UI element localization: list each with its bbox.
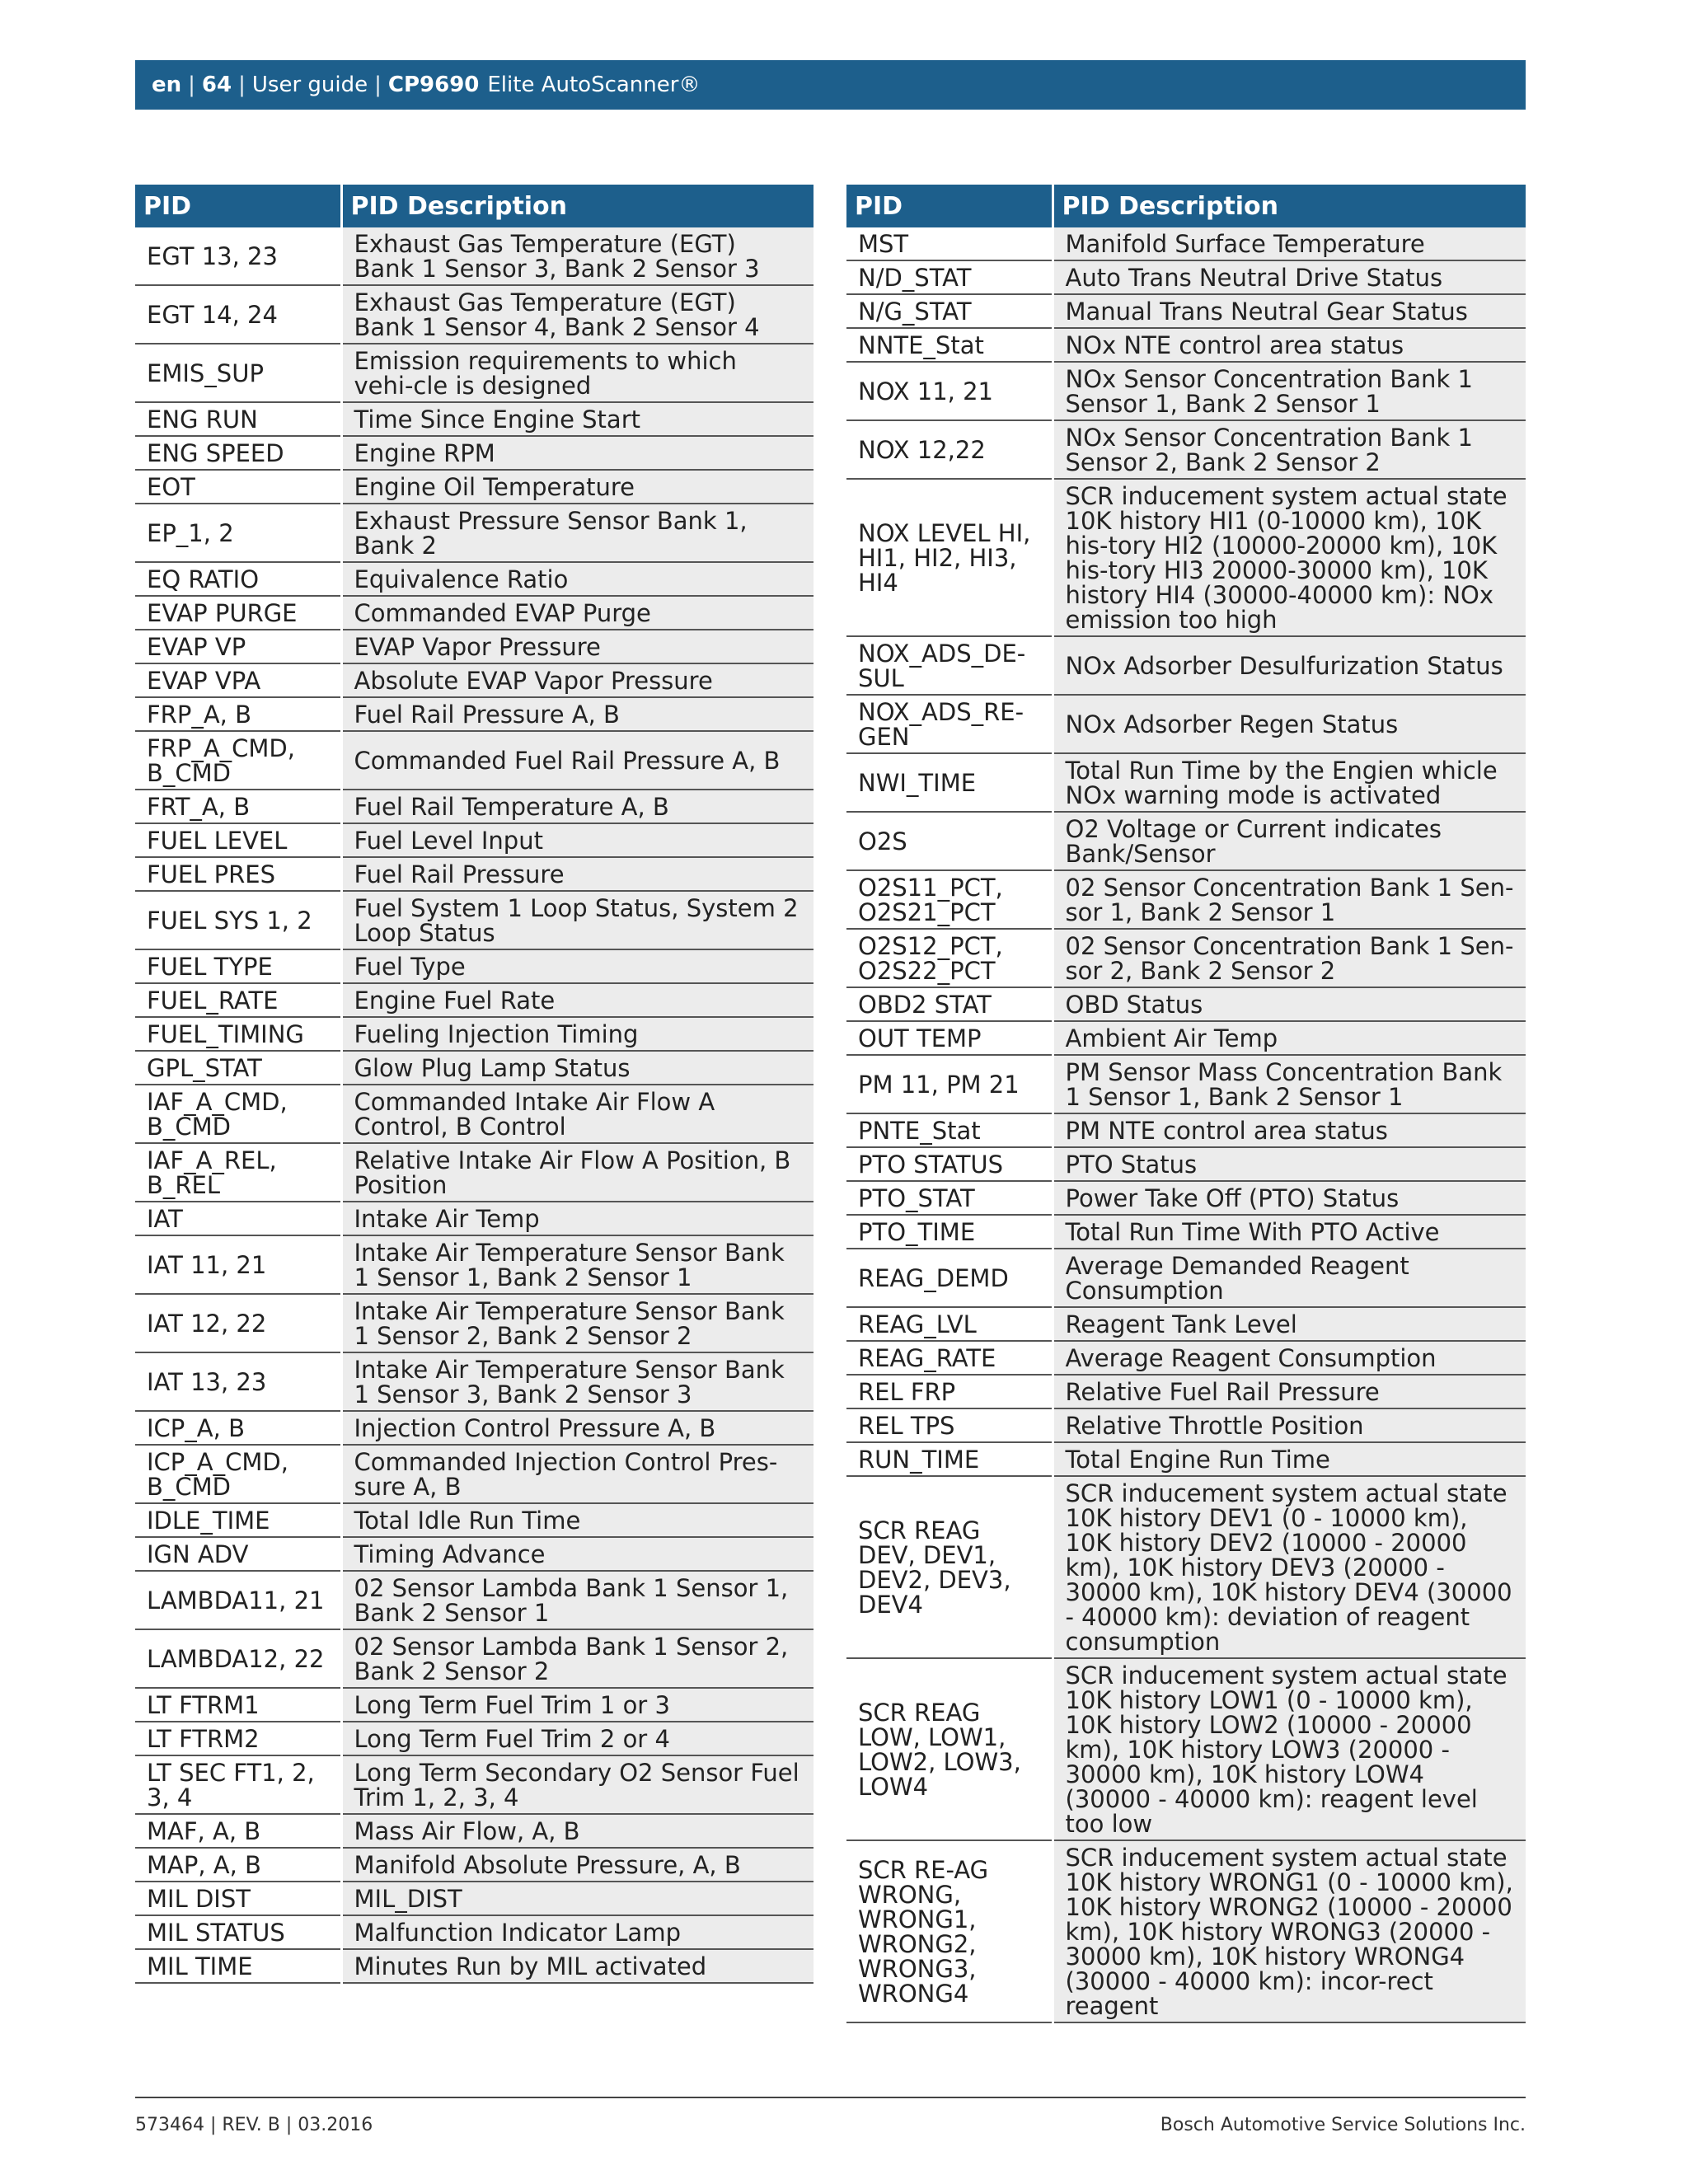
pid-cell: ENG SPEED [135,436,341,470]
pid-cell: OUT TEMP [846,1021,1053,1055]
pid-cell: FUEL TYPE [135,949,341,983]
table-header-row [846,185,1526,227]
pid-cell: ICP_A_CMD, B_CMD [135,1445,341,1503]
pid-cell: REAG_RATE [846,1341,1053,1375]
pid-cell: LAMBDA12, 22 [135,1629,341,1688]
pid-cell: EGT 13, 23 [135,227,341,285]
table-row [135,697,814,731]
pid-description-cell: Fueling Injection Timing [341,1017,814,1051]
pid-description-cell: Exhaust Gas Temperature (EGT) Bank 1 Sensor 3, Bank 2 Sensor 3 [341,227,814,285]
column-header-description: PID Description [1053,185,1526,227]
pid-description-cell: Commanded Injection Control Pres-sure A, B [341,1445,814,1503]
table-row [135,790,814,823]
pid-cell: IGN ADV [135,1537,341,1571]
pid-cell: FUEL_RATE [135,983,341,1017]
pid-description-cell: Manifold Absolute Pressure, A, B [341,1848,814,1882]
column-header-pid: PID [135,185,341,227]
table-row [135,1411,814,1445]
pid-description-cell: Power Take Off (PTO) Status [1053,1181,1526,1215]
pid-cell: O2S [846,812,1053,870]
table-row [846,870,1526,929]
table-row [135,857,814,891]
pid-description-cell: 02 Sensor Concentration Bank 1 Sen-sor 1, Bank 2 Sensor 1 [1053,870,1526,929]
table-row [135,731,814,790]
pid-cell: FRP_A, B [135,697,341,731]
table-row [135,504,814,562]
pid-description-cell: Total Idle Run Time [341,1503,814,1537]
right-table-body [846,227,1526,2022]
pid-cell: SCR REAG LOW, LOW1, LOW2, LOW3, LOW4 [846,1658,1053,1840]
left-pid-table-column [135,185,814,1984]
pid-cell: EVAP VPA [135,663,341,697]
table-row [846,227,1526,260]
pid-description-cell: Reagent Tank Level [1053,1307,1526,1341]
table-row [135,1722,814,1755]
pid-cell: EOT [135,470,341,504]
pid-cell: NOX_ADS_DE-SUL [846,636,1053,695]
pid-description-cell: Injection Control Pressure A, B [341,1411,814,1445]
pid-cell: EQ RATIO [135,562,341,596]
left-pid-table [135,185,814,1984]
pid-cell: LAMBDA11, 21 [135,1571,341,1629]
table-row [135,1915,814,1949]
pid-description-cell: Intake Air Temperature Sensor Bank 1 Sensor 2, Bank 2 Sensor 2 [341,1294,814,1352]
table-row [135,402,814,436]
pid-cell: LT FTRM2 [135,1722,341,1755]
table-row [135,596,814,630]
pid-description-cell: Ambient Air Temp [1053,1021,1526,1055]
pid-description-cell: O2 Voltage or Current indicates Bank/Sensor [1053,812,1526,870]
table-row [846,1181,1526,1215]
table-row [846,294,1526,328]
pid-description-cell: NOx Sensor Concentration Bank 1 Sensor 2, Bank 2 Sensor 2 [1053,420,1526,479]
pid-description-cell: NOx Adsorber Regen Status [1053,695,1526,753]
pid-description-cell: Relative Throttle Position [1053,1408,1526,1442]
pid-description-cell: Manual Trans Neutral Gear Status [1053,294,1526,328]
table-row [846,328,1526,362]
table-row [135,1294,814,1352]
table-row [846,1341,1526,1375]
pid-description-cell: Engine Fuel Rate [341,983,814,1017]
pid-cell: IDLE_TIME [135,1503,341,1537]
pid-description-cell: NOx Sensor Concentration Bank 1 Sensor 1, Bank 2 Sensor 1 [1053,362,1526,420]
pid-description-cell: Average Reagent Consumption [1053,1341,1526,1375]
table-row [846,1249,1526,1307]
pid-cell: GPL_STAT [135,1051,341,1085]
pid-description-cell: Total Run Time With PTO Active [1053,1215,1526,1249]
table-header-row [135,185,814,227]
pid-description-cell: Commanded Intake Air Flow A Control, B Control [341,1085,814,1143]
pid-description-cell: Average Demanded Reagent Consumption [1053,1249,1526,1307]
pid-description-cell: SCR inducement system actual state 10K history WRONG1 (0 - 10000 km), 10K history WRONG2 (10000 - 20000 km), 10K history WRONG3 (20000 - 30000 km), 10K history WRONG4 (30000 - 40000 km): incor-rect reagent [1053,1840,1526,2022]
table-row [846,1408,1526,1442]
pid-cell: REAG_DEMD [846,1249,1053,1307]
pid-cell: EVAP PURGE [135,596,341,630]
left-table-body [135,227,814,1983]
pid-description-cell: Mass Air Flow, A, B [341,1814,814,1848]
header-lang: en [152,73,182,97]
table-row [135,1629,814,1688]
pid-description-cell: Long Term Secondary O2 Sensor Fuel Trim 1, 2, 3, 4 [341,1755,814,1814]
table-row [135,1445,814,1503]
pid-description-cell: Minutes Run by MIL activated [341,1949,814,1983]
pid-cell: NOX_ADS_RE-GEN [846,695,1053,753]
table-row [846,1658,1526,1840]
right-pid-table-column [846,185,1526,2023]
pid-description-cell: Manifold Surface Temperature [1053,227,1526,260]
pid-description-cell: PM Sensor Mass Concentration Bank 1 Sensor 1, Bank 2 Sensor 1 [1053,1055,1526,1113]
pid-description-cell: Absolute EVAP Vapor Pressure [341,663,814,697]
pid-description-cell: Intake Air Temperature Sensor Bank 1 Sensor 1, Bank 2 Sensor 1 [341,1235,814,1294]
pid-description-cell: PTO Status [1053,1147,1526,1181]
pid-description-cell: Exhaust Gas Temperature (EGT) Bank 1 Sensor 4, Bank 2 Sensor 4 [341,285,814,344]
table-row [846,479,1526,636]
table-row [135,1537,814,1571]
table-row [846,1307,1526,1341]
pid-description-cell: Fuel Rail Pressure A, B [341,697,814,731]
table-row [846,1476,1526,1658]
pid-cell: IAT [135,1202,341,1235]
pid-cell: PTO STATUS [846,1147,1053,1181]
pid-cell: IAF_A_CMD, B_CMD [135,1085,341,1143]
table-row [135,1051,814,1085]
pid-cell: IAT 11, 21 [135,1235,341,1294]
pid-description-cell: Malfunction Indicator Lamp [341,1915,814,1949]
table-row [135,227,814,285]
pid-description-cell: Fuel Type [341,949,814,983]
pid-description-cell: EVAP Vapor Pressure [341,630,814,663]
table-row [846,929,1526,987]
pid-cell: NWI_TIME [846,753,1053,812]
pid-cell: MIL DIST [135,1882,341,1915]
column-header-description: PID Description [341,185,814,227]
table-row [846,1375,1526,1408]
table-row [846,1147,1526,1181]
pid-cell: SCR RE-AG WRONG, WRONG1, WRONG2, WRONG3, WRONG4 [846,1840,1053,2022]
table-row [135,630,814,663]
table-row [135,470,814,504]
pid-cell: MIL STATUS [135,1915,341,1949]
pid-cell: N/G_STAT [846,294,1053,328]
table-row [135,344,814,402]
pid-cell: REAG_LVL [846,1307,1053,1341]
table-row [846,1113,1526,1147]
pid-description-cell: SCR inducement system actual state 10K history DEV1 (0 - 10000 km), 10K history DEV2 (10000 - 20000 km), 10K history DEV3 (20000 - 30000 km), 10K history DEV4 (30000 - 40000 km): deviation of reagent consumption [1053,1476,1526,1658]
pid-cell: EVAP VP [135,630,341,663]
table-row [135,1202,814,1235]
pid-description-cell: Commanded Fuel Rail Pressure A, B [341,731,814,790]
pid-description-cell: Fuel Level Input [341,823,814,857]
pid-description-cell: 02 Sensor Lambda Bank 1 Sensor 2, Bank 2 Sensor 2 [341,1629,814,1688]
table-row [135,1503,814,1537]
header-separator: | [238,73,246,97]
table-row [846,812,1526,870]
pid-cell: EMIS_SUP [135,344,341,402]
table-row [846,695,1526,753]
pid-description-cell: NOx Adsorber Desulfurization Status [1053,636,1526,695]
pid-cell: ENG RUN [135,402,341,436]
pid-cell: IAT 12, 22 [135,1294,341,1352]
pid-description-cell: Equivalence Ratio [341,562,814,596]
pid-cell: FUEL PRES [135,857,341,891]
pid-cell: MST [846,227,1053,260]
pid-description-cell: Auto Trans Neutral Drive Status [1053,260,1526,294]
pid-description-cell: Intake Air Temperature Sensor Bank 1 Sensor 3, Bank 2 Sensor 3 [341,1352,814,1411]
pid-cell: LT SEC FT1, 2, 3, 4 [135,1755,341,1814]
header-separator: | [188,73,195,97]
footer-company: Bosch Automotive Service Solutions Inc. [1160,2115,1526,2135]
pid-cell: FUEL SYS 1, 2 [135,891,341,949]
pid-description-cell: 02 Sensor Lambda Bank 1 Sensor 1, Bank 2 Sensor 1 [341,1571,814,1629]
pid-description-cell: Intake Air Temp [341,1202,814,1235]
table-row [846,1215,1526,1249]
pid-cell: RUN_TIME [846,1442,1053,1476]
pid-cell: PNTE_Stat [846,1113,1053,1147]
pid-description-cell: Engine RPM [341,436,814,470]
pid-description-cell: Relative Fuel Rail Pressure [1053,1375,1526,1408]
header-page-number: 64 [201,73,232,97]
table-row [846,987,1526,1021]
pid-cell: IAT 13, 23 [135,1352,341,1411]
pid-cell: NNTE_Stat [846,328,1053,362]
pid-cell: O2S12_PCT, O2S22_PCT [846,929,1053,987]
pid-cell: SCR REAG DEV, DEV1, DEV2, DEV3, DEV4 [846,1476,1053,1658]
pid-cell: MIL TIME [135,1949,341,1983]
pid-cell: PM 11, PM 21 [846,1055,1053,1113]
pid-cell: FUEL LEVEL [135,823,341,857]
table-row [135,1085,814,1143]
pid-cell: FRP_A_CMD, B_CMD [135,731,341,790]
table-row [135,1017,814,1051]
table-row [135,1949,814,1983]
table-row [135,983,814,1017]
footer-doc-revision: 573464 | REV. B | 03.2016 [135,2115,373,2135]
column-header-pid: PID [846,185,1053,227]
pid-description-cell: Time Since Engine Start [341,402,814,436]
table-row [846,260,1526,294]
pid-description-cell: Total Engine Run Time [1053,1442,1526,1476]
table-row [846,1021,1526,1055]
table-row [135,891,814,949]
table-row [135,1848,814,1882]
pid-description-cell: OBD Status [1053,987,1526,1021]
pid-description-cell: SCR inducement system actual state 10K history HI1 (0-10000 km), 10K his-tory HI2 (10000-20000 km), 10K his-tory HI3 20000-30000 km), 10K history HI4 (30000-40000 km): NOx emission too high [1053,479,1526,636]
table-row [846,1442,1526,1476]
table-row [846,753,1526,812]
pid-description-cell: Exhaust Pressure Sensor Bank 1, Bank 2 [341,504,814,562]
pid-description-cell: Emission requirements to which vehi-cle is designed [341,344,814,402]
pid-cell: MAP, A, B [135,1848,341,1882]
table-row [135,1755,814,1814]
pid-cell: PTO_TIME [846,1215,1053,1249]
header-section: User guide [251,73,368,97]
pid-cell: LT FTRM1 [135,1688,341,1722]
table-row [135,562,814,596]
pid-cell: O2S11_PCT, O2S21_PCT [846,870,1053,929]
pid-cell: PTO_STAT [846,1181,1053,1215]
header-product: Elite AutoScanner® [487,73,701,97]
pid-description-cell: Fuel Rail Temperature A, B [341,790,814,823]
table-row [135,1688,814,1722]
pid-cell: NOX 12,22 [846,420,1053,479]
pid-cell: EP_1, 2 [135,504,341,562]
pid-description-cell: 02 Sensor Concentration Bank 1 Sen-sor 2, Bank 2 Sensor 2 [1053,929,1526,987]
pid-cell: NOX 11, 21 [846,362,1053,420]
header-model: CP9690 [387,73,480,97]
right-pid-table [846,185,1526,2023]
pid-description-cell: MIL_DIST [341,1882,814,1915]
table-row [135,1571,814,1629]
pid-description-cell: Glow Plug Lamp Status [341,1051,814,1085]
table-row [846,636,1526,695]
table-row [135,436,814,470]
pid-description-cell: Long Term Fuel Trim 2 or 4 [341,1722,814,1755]
pid-cell: MAF, A, B [135,1814,341,1848]
pid-description-cell: Engine Oil Temperature [341,470,814,504]
pid-cell: EGT 14, 24 [135,285,341,344]
table-row [135,1143,814,1202]
pid-description-cell: Relative Intake Air Flow A Position, B Position [341,1143,814,1202]
table-row [135,285,814,344]
table-row [846,1840,1526,2022]
pid-description-cell: Timing Advance [341,1537,814,1571]
pid-cell: IAF_A_REL, B_REL [135,1143,341,1202]
pid-description-cell: Fuel System 1 Loop Status, System 2 Loop Status [341,891,814,949]
pid-description-cell: Fuel Rail Pressure [341,857,814,891]
table-row [135,823,814,857]
pid-description-cell: NOx NTE control area status [1053,328,1526,362]
table-row [135,1814,814,1848]
table-row [135,1882,814,1915]
page-header [135,60,1526,110]
pid-cell: ICP_A, B [135,1411,341,1445]
pid-cell: FRT_A, B [135,790,341,823]
footer-divider [135,2097,1526,2098]
pid-description-cell: Long Term Fuel Trim 1 or 3 [341,1688,814,1722]
table-row [846,420,1526,479]
pid-cell: OBD2 STAT [846,987,1053,1021]
table-row [135,949,814,983]
pid-description-cell: SCR inducement system actual state 10K history LOW1 (0 - 10000 km), 10K history LOW2 (10000 - 20000 km), 10K history LOW3 (20000 - 30000 km), 10K history LOW4 (30000 - 40000 km): reagent level too low [1053,1658,1526,1840]
table-row [135,663,814,697]
pid-cell: NOX LEVEL HI, HI1, HI2, HI3, HI4 [846,479,1053,636]
pid-cell: REL TPS [846,1408,1053,1442]
pid-cell: N/D_STAT [846,260,1053,294]
table-row [846,362,1526,420]
table-row [135,1352,814,1411]
table-row [135,1235,814,1294]
pid-description-cell: Total Run Time by the Engien whicle NOx warning mode is activated [1053,753,1526,812]
pid-description-cell: PM NTE control area status [1053,1113,1526,1147]
pid-cell: REL FRP [846,1375,1053,1408]
header-separator: | [374,73,382,97]
pid-cell: FUEL_TIMING [135,1017,341,1051]
pid-description-cell: Commanded EVAP Purge [341,596,814,630]
table-row [846,1055,1526,1113]
